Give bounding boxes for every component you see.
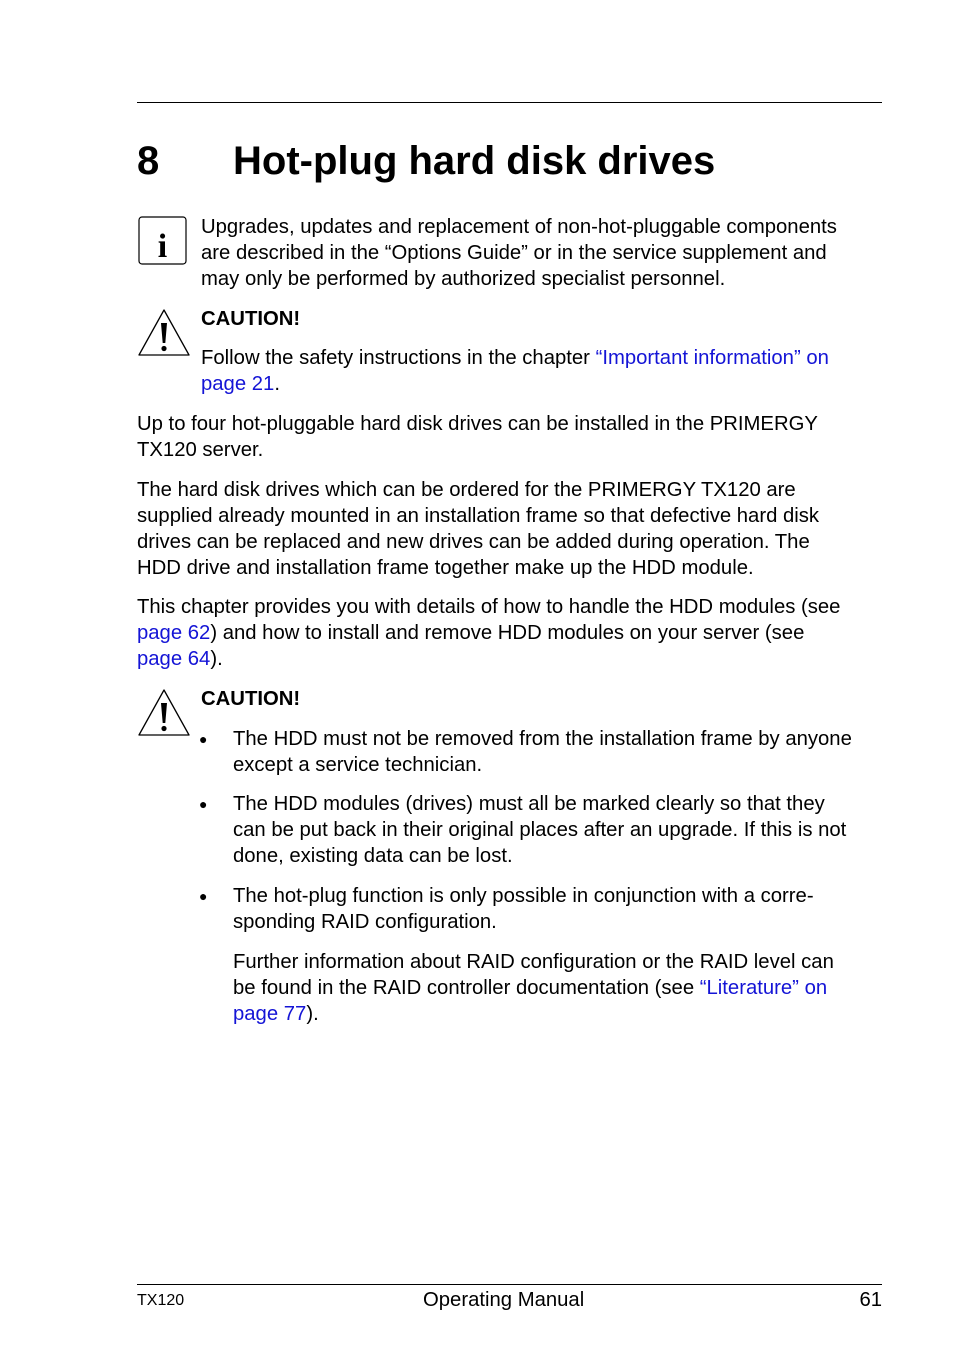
- caution-label: CAUTION!: [201, 688, 301, 710]
- info-icon: [138, 216, 188, 266]
- footer-manual-title: Operating Manual: [423, 1289, 585, 1311]
- footer-rule: [137, 1284, 882, 1285]
- bullet-marker: ●: [199, 888, 208, 904]
- literature-link[interactable]: “Literature” on: [699, 977, 828, 999]
- important-information-link[interactable]: “Important information” on: [595, 347, 829, 369]
- bullet-marker: ●: [199, 731, 208, 747]
- chapter-title: Hot-plug hard disk drives: [233, 139, 716, 183]
- chapter-heading: [137, 133, 882, 189]
- paragraph-modules: The hard disk drives which can be ordered for the PRIMERGY TX120 are supplied already mounted in an installation frame so that defective hard disk drives can be replaced and new drives can be added during operation. The HDD drive and installation frame together make up the HDD module.: [137, 479, 820, 579]
- page-62-link[interactable]: page 62: [137, 622, 211, 644]
- bullet-marker: ●: [199, 796, 208, 812]
- page-21-link[interactable]: page 21: [201, 373, 275, 395]
- info-note-line: Upgrades, updates and replacement of non-hot-pluggable components: [201, 216, 837, 238]
- page-64-link[interactable]: page 64: [137, 648, 211, 670]
- page-77-link[interactable]: page 77: [233, 1003, 307, 1025]
- info-note-line: may only be performed by authorized specialist personnel.: [201, 268, 726, 290]
- caution-label: CAUTION!: [201, 308, 301, 330]
- svg-text:i: i: [157, 228, 168, 265]
- page-number: 61: [859, 1289, 882, 1311]
- paragraph-intro: Up to four hot-pluggable hard disk drives can be installed in the PRIMERGY TX120 server.: [137, 413, 818, 461]
- list-item: The hot-plug function is only possible in conjunction with a corre- sponding RAID configuration.: [233, 885, 814, 933]
- list-item: The HDD must not be removed from the installation frame by anyone except a service technician.: [233, 728, 852, 776]
- info-note-line: are described in the “Options Guide” or in the service supplement and: [201, 242, 827, 264]
- footer-model: TX120: [137, 1292, 185, 1309]
- info-note-text: [201, 214, 837, 292]
- chapter-number: 8: [137, 139, 160, 183]
- caution-icon: [136, 307, 192, 359]
- caution-icon: [136, 687, 192, 739]
- paragraph-chapter-overview: This chapter provides you with details of how to handle the HDD modules (see page 62) and how to install and remove HDD modules on your server (see page 64).: [137, 596, 841, 670]
- header-rule: [137, 102, 882, 103]
- caution-text: Follow the safety instructions in the chapter “Important information” on page 21.: [201, 347, 829, 395]
- list-item: The HDD modules (drives) must all be marked clearly so that they can be put back in their original places after an upgrade. If this is not done, existing data can be lost.: [233, 793, 847, 867]
- further-information: Further information about RAID configuration or the RAID level can be found in the RAID controller documentation (see “Literature” on page 77).: [233, 951, 834, 1025]
